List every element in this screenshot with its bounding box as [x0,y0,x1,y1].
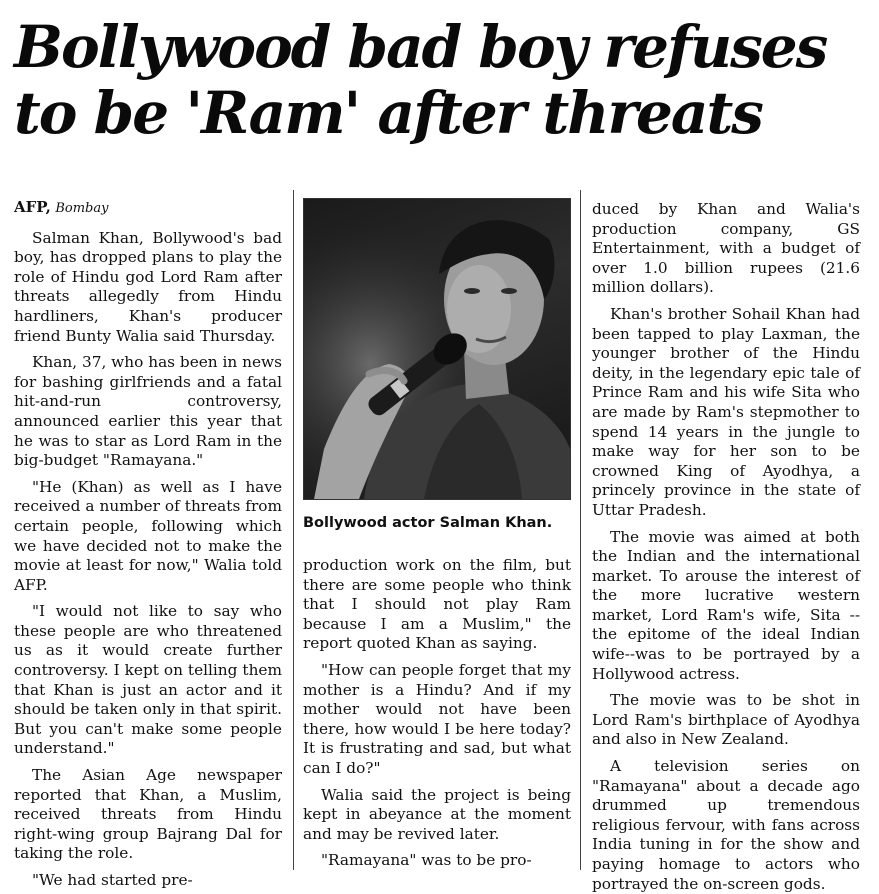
paragraph: "Ramayana" was to be pro- [321,851,532,870]
paragraph: "I would not like to say who these people are who threatened us as it would create further controversy. I kept on telling them that Khan is just an actor and it should be taken only in that spirit. But you can't make some people understand." [14,602,282,758]
byline [14,198,282,219]
paragraph: The Asian Age newspaper reported that Khan, a Muslim, received threats from Hindu right-wing group Bajrang Dal for taking the role. [14,766,282,863]
headline-line-2: to be 'Ram' after threats [14,79,762,147]
column-rule-left [293,190,294,870]
paragraph: The movie was aimed at both the Indian and the international market. To arouse the interest of the more lucrative western market, Lord Ram's wife, Sita -- the epitome of the ideal Indian wife--was to be portrayed by a Hollywood actress. [592,527,860,683]
paragraph: Salman Khan, Bollywood's bad boy, has dropped plans to play the role of Hindu god Lord Ram after threats allegedly from Hindu hardliners, Khan's producer friend Bunty Walia said Thursday. [14,228,282,345]
paragraph: Khan, 37, who has been in news for bashing girlfriends and a fatal hit-and-run controversy, announced earlier this year that he was to star as Lord Ram in the big-budget "Ramayana." [14,353,282,470]
photo-salman-khan [303,198,571,500]
paragraph: "How can people forget that my mother is a Hindu? And if my mother would not have been there, how would I be here today? It is frustrating and sad, but what can I do?" [303,660,571,777]
photo-caption: Bollywood actor Salman Khan. [303,515,553,531]
article-column-2 [303,556,571,868]
byline-place: Bombay [55,201,109,216]
paragraph: The movie was to be shot in Lord Ram's birthplace of Ayodhya and also in New Zealand. [592,691,860,749]
paragraph: duced by Khan and Walia's production company, GS Entertainment, with a budget of over 1.0 billion rupees (21.6 million dollars). [592,200,860,297]
headline [14,14,864,146]
paragraph: "We had started pre- [32,871,193,889]
paragraph: A television series on "Ramayana" about a decade ago drummed up tremendous religious fervour, with fans across India tuning in for the show and paying homage to actors who portrayed the on-screen gods. [592,757,860,893]
column-rule-right [580,190,581,870]
paragraph: Khan's brother Sohail Khan had been tapped to play Laxman, the younger brother of the Hindu deity, in the legendary epic tale of Prince Ram and his wife Sita who are made by Ram's stepmother to spend 14 years in the jungle to make way for her son to be crowned King of Ayodhya, a princely province in the state of Uttar Pradesh. [592,304,860,519]
headline-line-1: Bollywood bad boy refuses [14,13,827,81]
paragraph: Walia said the project is being kept in abeyance at the moment and may be revived later. [303,785,571,843]
paragraph: "He (Khan) as well as I have received a number of threats from certain people, following which we have decided not to make the movie at least for now," Walia told AFP. [14,477,282,594]
article-column-1 [14,198,282,889]
byline-agency: AFP, [14,198,51,216]
article-column-3 [592,200,860,893]
paragraph: production work on the film, but there are some people who think that I should not play Ram because I am a Muslim," the report quoted Khan as saying. [303,556,571,653]
photo-illustration [304,199,570,499]
